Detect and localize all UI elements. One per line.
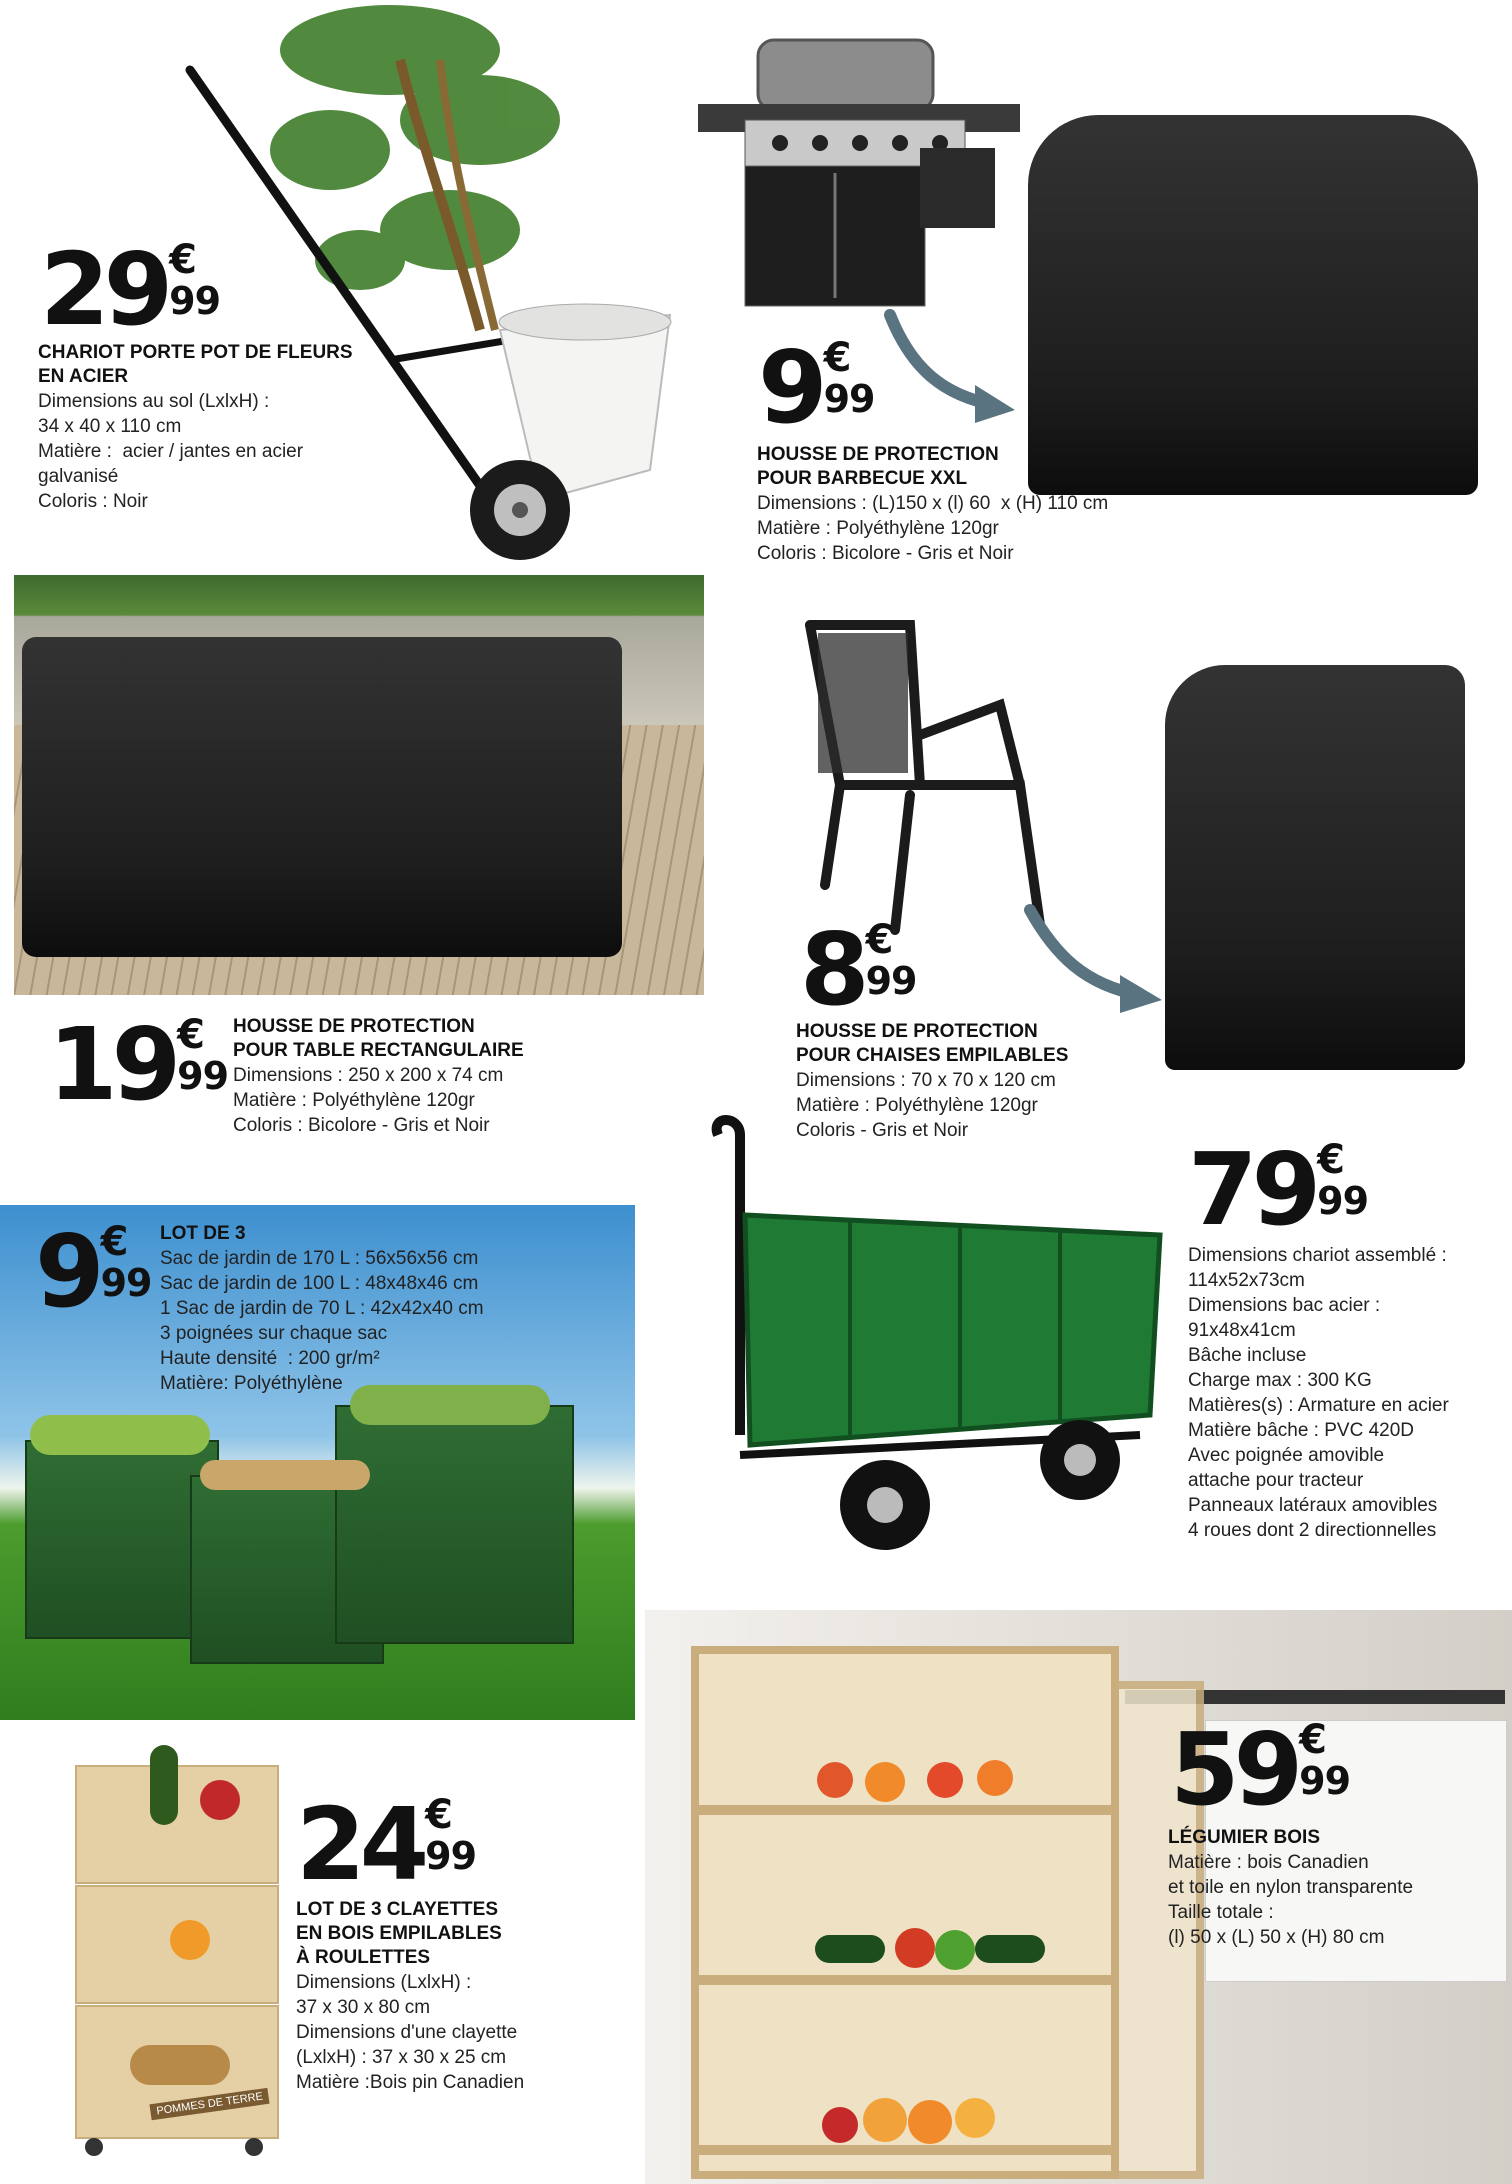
- price-cents: 99: [425, 1834, 477, 1878]
- chariot-description: [38, 341, 418, 514]
- product-title: POUR CHAISES EMPILABLES: [796, 1045, 1069, 1066]
- price-integer: 19: [48, 1006, 176, 1123]
- price-integer: 9: [35, 1213, 99, 1330]
- spec-line: Dimensions : (L)150 x (l) 60 x (H) 110 cm: [757, 493, 1109, 514]
- table-cover-price: [48, 1006, 229, 1123]
- crates-description: [296, 1898, 636, 2095]
- spec-line: 1 Sac de jardin de 70 L : 42x42x40 cm: [160, 1298, 484, 1319]
- price-currency: €: [100, 1219, 129, 1265]
- price-cents: 99: [1317, 1179, 1369, 1223]
- spec-line: Sac de jardin de 170 L : 56x56x56 cm: [160, 1248, 479, 1269]
- spec-line: 37 x 30 x 80 cm: [296, 1997, 431, 2018]
- product-title: CHARIOT PORTE POT DE FLEURS: [38, 342, 353, 363]
- spec-line: Taille totale :: [1168, 1902, 1274, 1923]
- price-cents: 99: [823, 377, 875, 421]
- price-cents: 99: [865, 959, 917, 1003]
- barbecue-cover-description: [757, 443, 1317, 566]
- spec-line: Coloris : Noir: [38, 491, 148, 512]
- product-title: HOUSSE DE PROTECTION: [796, 1021, 1038, 1042]
- price-cents: 99: [100, 1261, 152, 1305]
- spec-line: Matière bâche : PVC 420D: [1188, 1420, 1415, 1441]
- spec-line: Dimensions : 70 x 70 x 120 cm: [796, 1070, 1056, 1091]
- crate-label: POMMES DE TERRE: [149, 2088, 269, 2120]
- barbecue-image: [690, 38, 1020, 313]
- price-cents: 99: [1299, 1759, 1351, 1803]
- spec-line: Haute densité : 200 gr/m²: [160, 1348, 380, 1369]
- spec-line: Coloris - Gris et Noir: [796, 1120, 969, 1141]
- spec-line: 3 poignées sur chaque sac: [160, 1323, 388, 1344]
- spec-line: 91x48x41cm: [1188, 1320, 1296, 1341]
- price-currency: €: [1317, 1137, 1346, 1183]
- product-title: POUR BARBECUE XXL: [757, 468, 968, 489]
- chair-cover-price: [800, 911, 917, 1028]
- spec-line: Matière: Polyéthylène: [160, 1373, 343, 1394]
- vegetable-rack-description: [1168, 1826, 1498, 1950]
- barbecue-cover-price: [758, 329, 875, 446]
- barbecue-cover-image: [1028, 115, 1478, 495]
- spec-line: Dimensions chariot assemblé :: [1188, 1245, 1447, 1266]
- spec-line: Dimensions d'une clayette: [296, 2022, 518, 2043]
- garden-wagon-price: [1188, 1131, 1369, 1248]
- spec-line: et toile en nylon transparente: [1168, 1877, 1414, 1898]
- product-title: LÉGUMIER BOIS: [1168, 1827, 1321, 1848]
- spec-line: Charge max : 300 KG: [1188, 1370, 1372, 1391]
- product-title: À ROULETTES: [296, 1947, 431, 1968]
- spec-line: attache pour tracteur: [1188, 1470, 1364, 1491]
- chair-cover-description: [796, 1020, 1216, 1143]
- spec-line: galvanisé: [38, 466, 119, 487]
- price-cents: 99: [177, 1054, 229, 1098]
- table-cover-image: [14, 575, 704, 995]
- crates-price: [296, 1786, 477, 1903]
- spec-line: Matière : bois Canadien: [1168, 1852, 1369, 1873]
- price-currency: €: [177, 1012, 206, 1058]
- spec-line: Panneaux latéraux amovibles: [1188, 1495, 1438, 1516]
- price-currency: €: [1299, 1717, 1328, 1763]
- product-title: LOT DE 3: [160, 1223, 246, 1244]
- spec-line: Matière :Bois pin Canadien: [296, 2072, 525, 2093]
- spec-line: Dimensions : 250 x 200 x 74 cm: [233, 1065, 504, 1086]
- spec-line: (l) 50 x (L) 50 x (H) 80 cm: [1168, 1927, 1385, 1948]
- garden-bags-price: [35, 1213, 152, 1330]
- chariot-price: [40, 231, 221, 348]
- arrow-icon: [880, 305, 1020, 425]
- spec-line: Matière : acier / jantes en acier: [38, 441, 304, 462]
- spec-line: Coloris : Bicolore - Gris et Noir: [757, 543, 1014, 564]
- spec-line: (LxlxH) : 37 x 30 x 25 cm: [296, 2047, 507, 2068]
- price-integer: 8: [800, 911, 864, 1028]
- stacked-chairs-image: [800, 615, 1060, 940]
- spec-line: Matière : Polyéthylène 120gr: [757, 518, 999, 539]
- spec-line: Coloris : Bicolore - Gris et Noir: [233, 1115, 490, 1136]
- spec-line: Bâche incluse: [1188, 1345, 1307, 1366]
- table-cover-description: [233, 1015, 653, 1138]
- spec-line: 4 roues dont 2 directionnelles: [1188, 1520, 1437, 1541]
- price-integer: 24: [296, 1786, 424, 1903]
- product-title: EN ACIER: [38, 366, 129, 387]
- garden-bags-description: [160, 1222, 580, 1396]
- spec-line: Sac de jardin de 100 L : 48x48x46 cm: [160, 1273, 479, 1294]
- spec-line: 114x52x73cm: [1188, 1270, 1305, 1291]
- spec-line: Dimensions bac acier :: [1188, 1295, 1381, 1316]
- price-integer: 59: [1170, 1711, 1298, 1828]
- price-integer: 79: [1188, 1131, 1316, 1248]
- spec-line: Matières(s) : Armature en acier: [1188, 1395, 1449, 1416]
- price-integer: 29: [40, 231, 168, 348]
- garden-wagon-description: [1188, 1243, 1508, 1543]
- product-title: POUR TABLE RECTANGULAIRE: [233, 1040, 524, 1061]
- spec-line: Matière : Polyéthylène 120gr: [233, 1090, 475, 1111]
- price-integer: 9: [758, 329, 822, 446]
- price-currency: €: [169, 237, 198, 283]
- spec-line: Dimensions au sol (LxlxH) :: [38, 391, 270, 412]
- product-title: HOUSSE DE PROTECTION: [233, 1016, 475, 1037]
- product-title: EN BOIS EMPILABLES: [296, 1923, 502, 1944]
- spec-line: Avec poignée amovible: [1188, 1445, 1385, 1466]
- spec-line: 34 x 40 x 110 cm: [38, 416, 182, 437]
- stacked-crates-image: [70, 1740, 290, 2180]
- price-cents: 99: [169, 279, 221, 323]
- chair-cover-image: [1165, 665, 1465, 1070]
- price-currency: €: [823, 335, 852, 381]
- garden-wagon-image: [700, 1115, 1180, 1575]
- arrow-icon: [1020, 900, 1165, 1015]
- price-currency: €: [865, 917, 894, 963]
- product-title: HOUSSE DE PROTECTION: [757, 444, 999, 465]
- vegetable-rack-price: [1170, 1711, 1351, 1828]
- spec-line: Dimensions (LxlxH) :: [296, 1972, 472, 1993]
- spec-line: Matière : Polyéthylène 120gr: [796, 1095, 1038, 1116]
- product-title: LOT DE 3 CLAYETTES: [296, 1899, 498, 1920]
- price-currency: €: [425, 1792, 454, 1838]
